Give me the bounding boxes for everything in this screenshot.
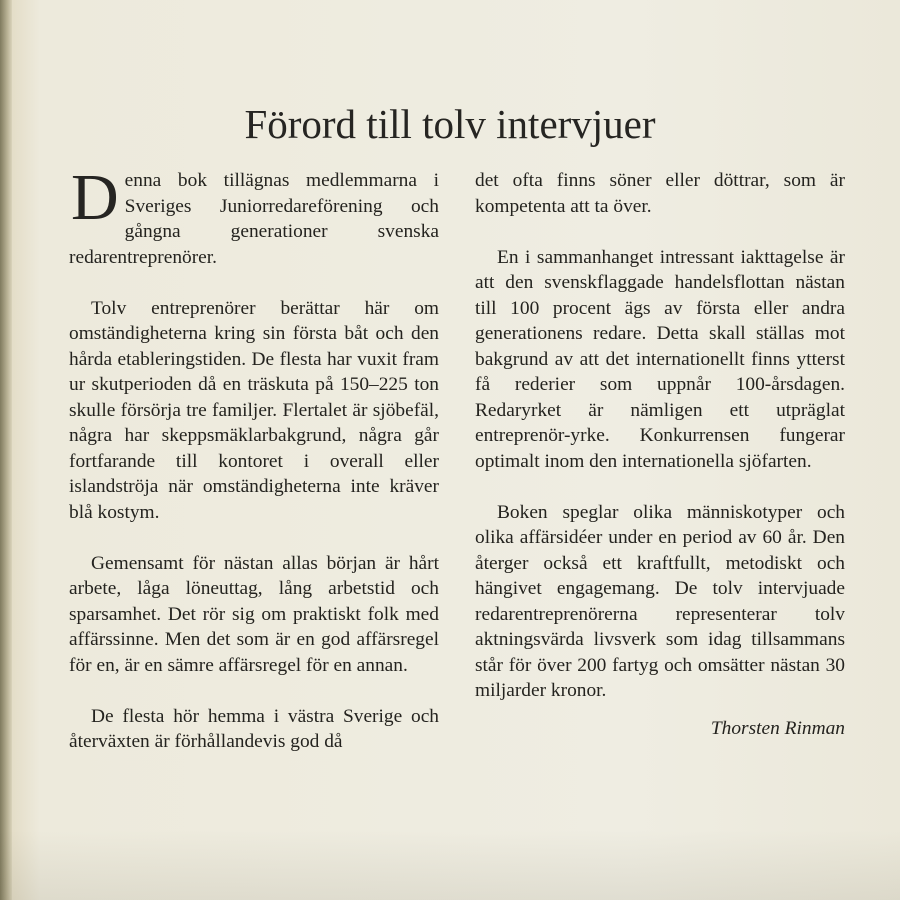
drop-cap: D: [71, 161, 119, 234]
paragraph-continuation: det ofta finns söner eller döttrar, som är kompetenta att ta över.: [475, 170, 845, 217]
paragraph-dedication: [69, 161, 439, 270]
left-text-column: [69, 161, 439, 755]
paragraph-west-sweden: De flesta hör hemma i västra Sverige och återväxten är förhållandevis god då: [69, 705, 439, 752]
right-text-column: [475, 168, 845, 741]
paragraph-entrepreneurs: Tolv entreprenörer berättar här om omständigheterna kring sin första båt och den hårda etableringstiden. De flesta har vuxit fram ur skutperioden då en träskuta på 150–225 ton skulle försörja tre familjer. Flertalet är sjöbefäl, några har skeppsmäklarbakgrund, några går fortfarande till kontoret i overall eller islandströja när omständigheterna inte kräver blå kostym.: [69, 297, 439, 523]
page-shadow: [0, 830, 900, 900]
paragraph-observation: En i sammanhanget intressant iakttagelse är att den svenskflaggade handelsflottan nästan till 100 procent ägs av första eller andra generationens redare. Detta skall ställas mot bakgrund av att det internationellt finns ytterst få rederier som uppnår 100-årsdagen. Redaryrket är nämligen ett utpräglat entreprenör-yrke. Konkurrensen fungerar optimalt inom den internationella sjöfarten.: [475, 246, 845, 472]
paragraph-book-reflects: Boken speglar olika människotyper och olika affärsidéer under en period av 60 år. Den återger också ett kraftfullt, metodiskt och hängivet engagemang. De tolv intervjuade redarentreprenörerna representerar tolv aktningsvärda livsverk som idag tillsammans står för över 200 fartyg och omsätter nästan 30 miljarder kronor.: [475, 501, 845, 701]
page-title: Förord till tolv intervjuer: [244, 101, 656, 147]
author-signature: Thorsten Rinman: [710, 717, 845, 739]
paragraph-dedication-text: enna bok tillägnas medlemmarna i Sveriges Juniorredareförening och gångna generationer svenska redarentreprenörer.: [69, 170, 439, 268]
paragraph-common-start: Gemensamt för nästan allas början är hårt arbete, låga löneuttag, lång arbetstid och sparsamhet. Det rör sig om praktiskt folk med affärssinne. Men det som är en god affärsregel för en, är en sämre affärsregel för en annan.: [69, 552, 439, 676]
